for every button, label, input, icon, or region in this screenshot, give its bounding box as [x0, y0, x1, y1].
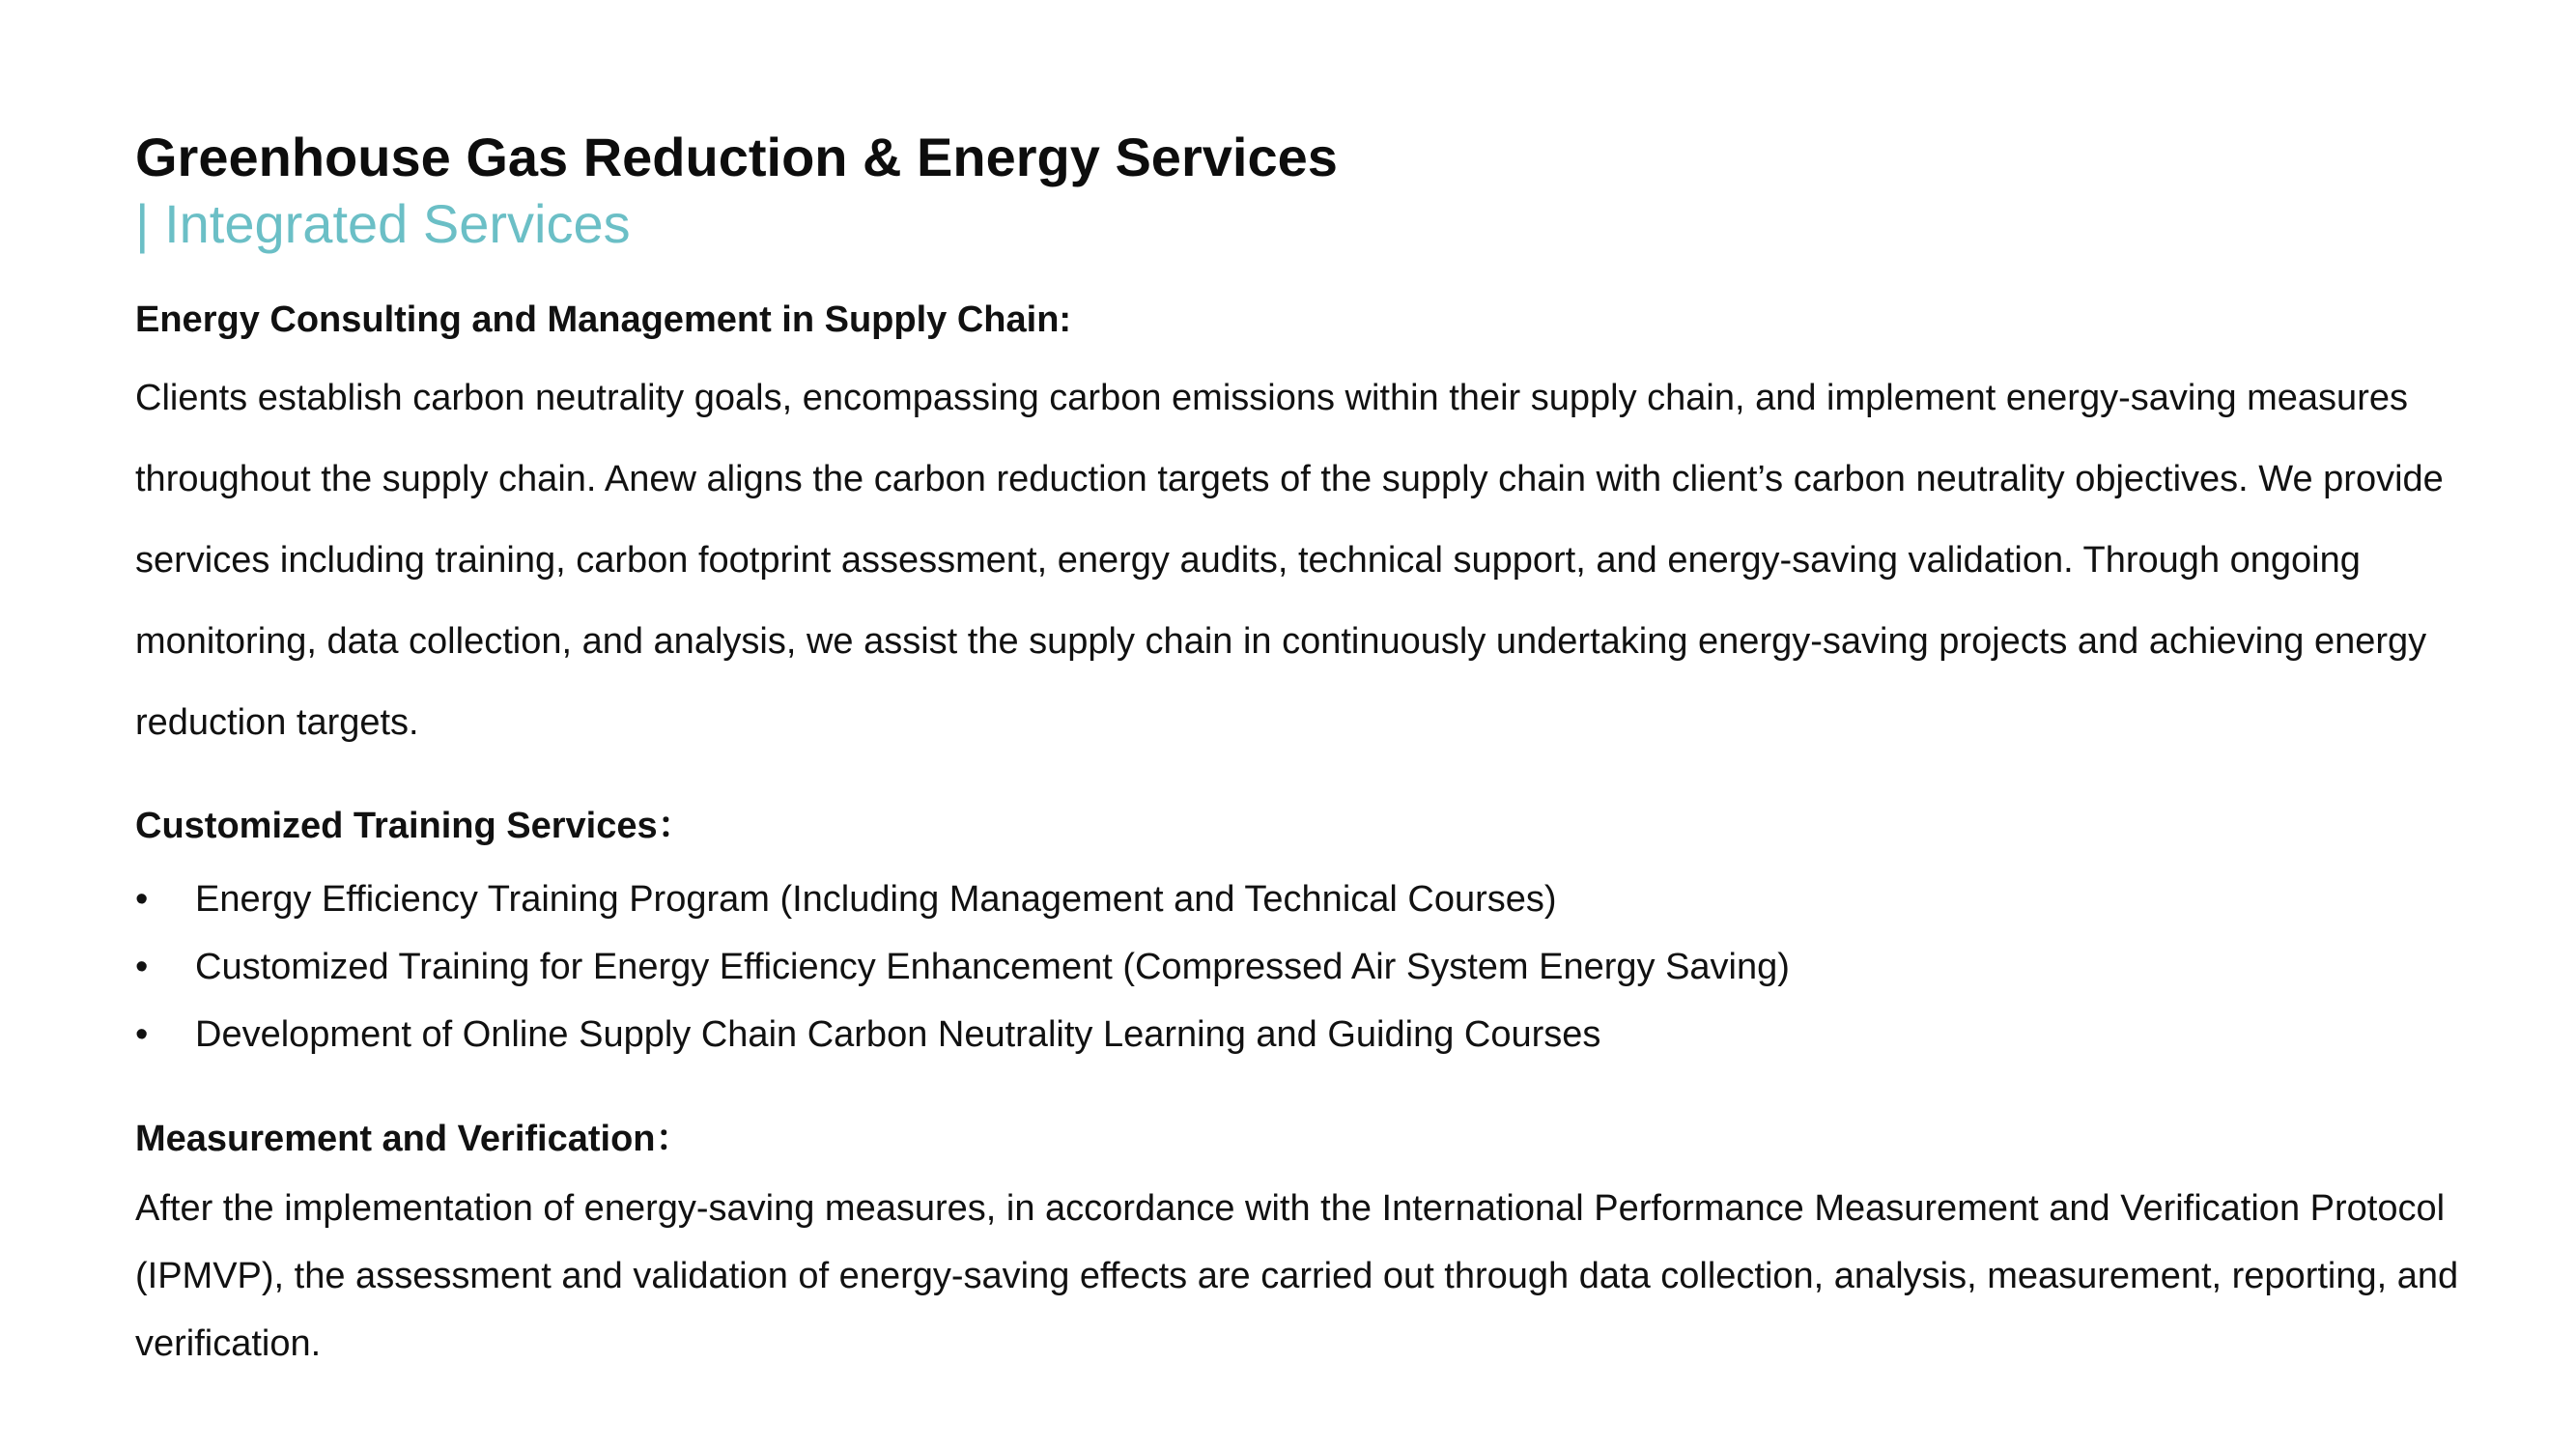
list-item-text: Energy Efficiency Training Program (Including Management and Technical Courses) — [195, 879, 1557, 920]
page-subtitle: | Integrated Services — [135, 193, 631, 254]
section-heading-energy-consulting: Energy Consulting and Management in Supply Chain: — [135, 299, 1072, 340]
page-title: Greenhouse Gas Reduction & Energy Services — [135, 127, 1338, 187]
slide-content — [135, 124, 2492, 1378]
training-services-list — [135, 866, 2492, 1068]
bullet-icon: • — [135, 947, 149, 987]
list-item — [135, 1001, 2492, 1068]
list-item-text: Customized Training for Energy Efficiency Enhancement (Compressed Air System Energy Saving) — [195, 947, 1790, 987]
section-body-energy-consulting: Clients establish carbon neutrality goals, encompassing carbon emissions within their supply chain, and implement energy-saving measures throughout the supply chain. Anew aligns the carbon reduction targets of the supply chain with client’s carbon neutrality objectives. We provide services including training, carbon footprint assessment, energy audits, technical support, and energy-saving validation. Through ongoing monitoring, data collection, and analysis, we assist the supply chain in continuously undertaking energy-saving projects and achieving energy reduction targets. — [135, 378, 2444, 743]
list-item-text: Development of Online Supply Chain Carbon Neutrality Learning and Guiding Courses — [195, 1014, 1601, 1055]
bullet-icon: • — [135, 879, 149, 920]
section-body-measurement-verification: After the implementation of energy-saving measures, in accordance with the International Performance Measurement and Verification Protocol (IPMVP), the assessment and validation of energy-saving effects are carried out through data collection, analysis, measurement, reporting, and verification. — [135, 1188, 2459, 1364]
section-heading-training-services: Customized Training Services： — [135, 806, 694, 846]
list-item — [135, 933, 2492, 1001]
section-heading-measurement-verification: Measurement and Verification： — [135, 1119, 693, 1159]
list-item — [135, 866, 2492, 933]
bullet-icon: • — [135, 1014, 149, 1055]
